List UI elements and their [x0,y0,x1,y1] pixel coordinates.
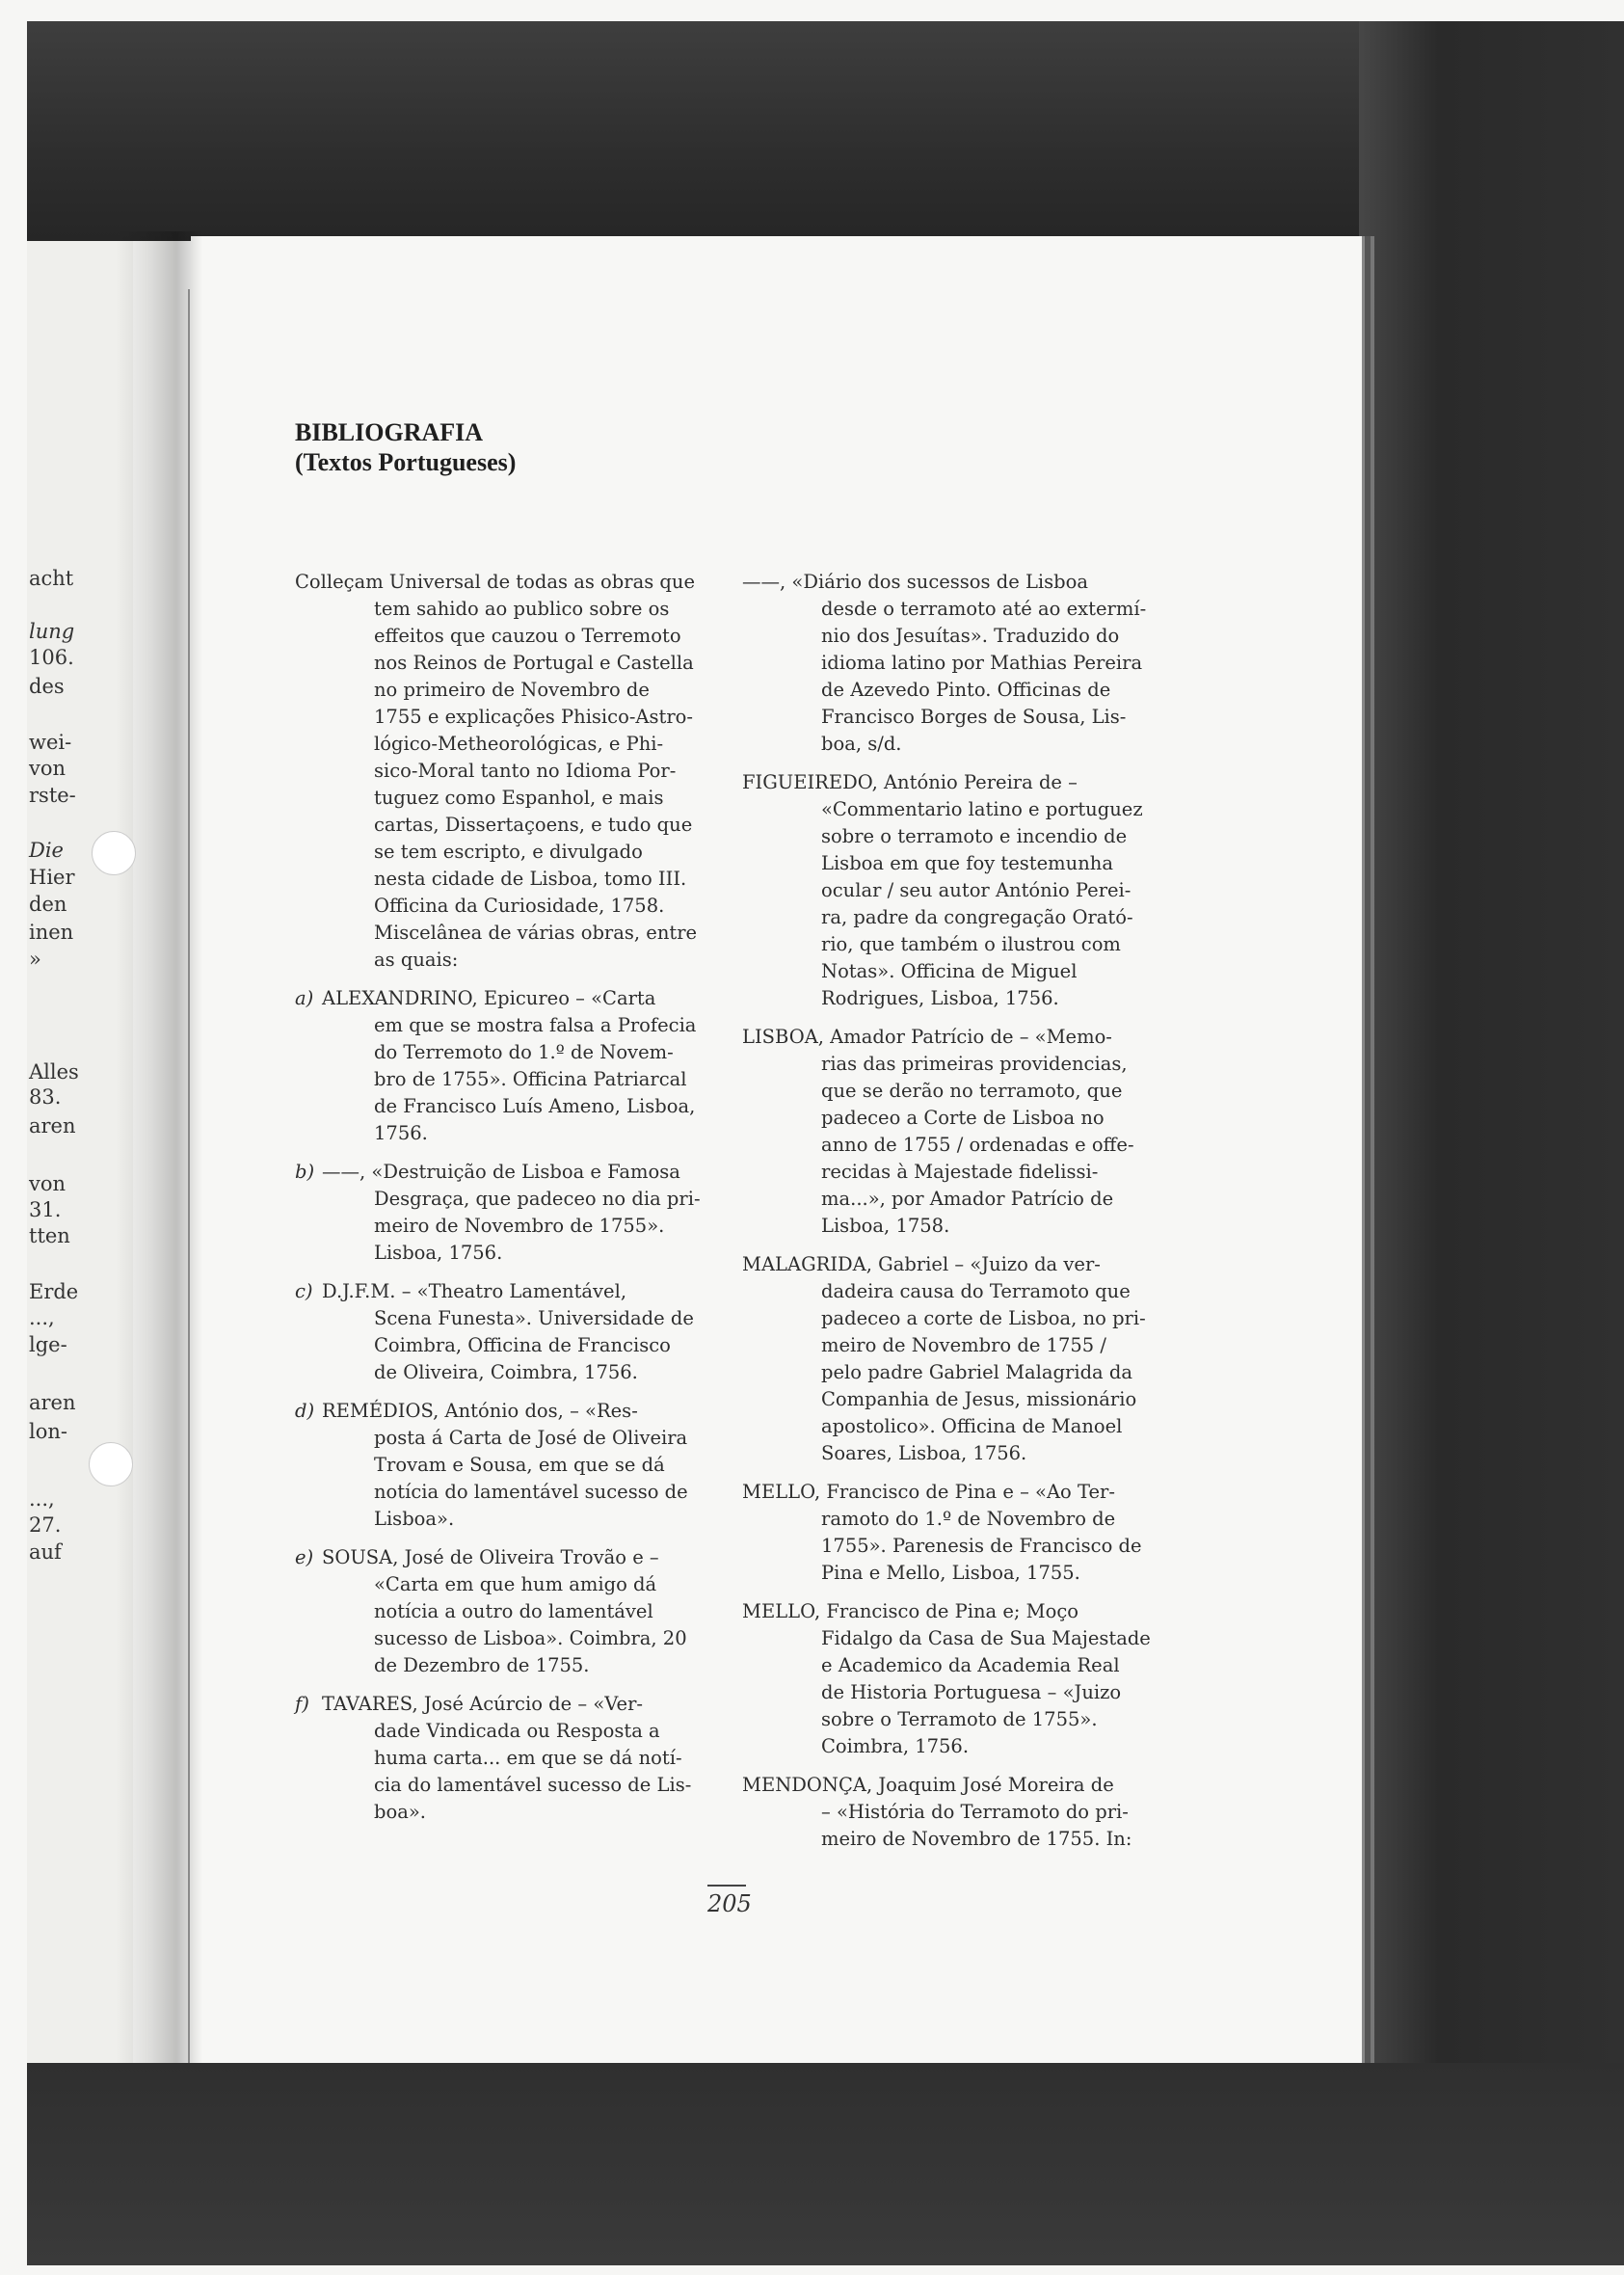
entry-line [742,1305,1153,1332]
bibliography-entry [742,1251,1153,1467]
entry-text: Miscelânea de várias obras, entre [374,922,698,944]
entry-line [742,1359,1153,1386]
entry-line [742,731,1153,758]
entry-text: lógico-Metheorológicas, e Phi- [374,733,664,755]
margin-fragment: den [29,893,67,916]
entry-line [295,985,702,1012]
entry-line [742,1078,1153,1105]
margin-fragment: lge- [29,1333,67,1356]
entry-text: effeitos que cauzou o Terremoto [374,625,681,647]
entry-text: D.J.F.M. – «Theatro Lamentável, [322,1280,627,1302]
margin-fragment: lung [29,620,75,643]
entry-text: em que se mostra falsa a Profecia [374,1014,697,1036]
entry-line [295,1745,702,1772]
entry-text: cartas, Dissertaçoens, e tudo que [374,814,693,836]
entry-text: bro de 1755». Officina Patriarcal [374,1068,687,1090]
binder-hole-upper [92,831,136,875]
entry-text: notícia a outro do lamentável [374,1600,653,1622]
bibliography-entry [295,1159,702,1267]
entry-line [742,1772,1153,1799]
entry-text: sico-Moral tanto no Idioma Por- [374,760,677,782]
entry-line [295,1066,702,1093]
entry-line [295,920,702,947]
entry-line [742,1506,1153,1533]
bibliography-entry [742,569,1153,758]
entry-line [742,877,1153,904]
entry-line [742,904,1153,931]
scan-border-bottom [27,2063,1624,2265]
entry-text: MELLO, Francisco de Pina e; Moço [742,1600,1079,1622]
entry-text: tuguez como Espanhol, e mais [374,787,664,809]
entry-line [742,931,1153,958]
entry-line [742,1625,1153,1652]
entry-line [295,1359,702,1386]
entry-text: 1756. [374,1122,428,1144]
margin-fragment: Erde [29,1280,79,1303]
entry-text: ma...», por Amador Patrício de [821,1188,1114,1210]
margin-fragment: lon- [29,1420,67,1443]
entry-text: dadeira causa do Terramoto que [821,1280,1131,1302]
entry-line [295,569,702,596]
entry-text: padeceo a Corte de Lisboa no [821,1107,1105,1129]
entry-line [295,866,702,893]
entry-text: Lisboa em que foy testemunha [821,852,1113,874]
entry-line [742,1159,1153,1186]
entry-text: MELLO, Francisco de Pina e – «Ao Ter- [742,1481,1115,1503]
entry-line [742,677,1153,704]
page-heading [295,417,516,477]
entry-line [742,704,1153,731]
entry-line [742,1186,1153,1213]
entry-text: Companhia de Jesus, missionário [821,1388,1137,1410]
bibliography-entry [295,985,702,1147]
entry-line [295,1240,702,1267]
entry-line [295,1652,702,1679]
margin-fragment: Die [29,839,64,862]
entry-line [742,1733,1153,1760]
entry-text: rias das primeiras providencias, [821,1053,1128,1075]
entry-line [295,1278,702,1305]
entry-line [295,1425,702,1452]
bibliography-entry [742,1024,1153,1240]
entry-text: dade Vindicada ou Resposta a [374,1720,660,1742]
entry-text: Soares, Lisboa, 1756. [821,1442,1027,1464]
entry-letter: a) [295,987,314,1009]
entry-line [742,958,1153,985]
entry-line [295,1571,702,1598]
entry-line [295,1799,702,1826]
margin-fragment: des [29,675,65,698]
entry-letter: b) [295,1161,315,1183]
entry-line [742,796,1153,823]
entry-text: huma carta... em que se dá notí- [374,1747,682,1769]
entry-text: Desgraça, que padeceo no dia pri- [374,1188,701,1210]
entry-line [742,1679,1153,1706]
entry-text: de Francisco Luís Ameno, Lisboa, [374,1095,696,1117]
entry-line [742,1386,1153,1413]
margin-fragment: acht [29,567,74,590]
binder-hole-lower [89,1442,133,1486]
margin-fragment: wei- [29,731,72,754]
entry-letter: c) [295,1280,313,1302]
margin-fragment: inen [29,921,74,944]
entry-text: Trovam e Sousa, em que se dá [374,1454,665,1476]
bibliography-entry [295,1691,702,1826]
entry-text: cia do lamentável sucesso de Lis- [374,1774,692,1796]
entry-line [742,1652,1153,1679]
entry-line [295,677,702,704]
heading-subtitle: (Textos Portugueses) [295,448,517,476]
entry-text: Lisboa». [374,1508,455,1530]
entry-line [742,985,1153,1012]
margin-fragment: rste- [29,784,76,807]
entry-line [295,758,702,785]
page-number: 205 [707,1885,746,1917]
margin-fragment: aren [29,1391,76,1414]
entry-text: rio, que também o ilustrou com [821,933,1121,955]
entry-text: Rodrigues, Lisboa, 1756. [821,987,1059,1009]
entry-text: Officina da Curiosidade, 1758. [374,895,665,917]
entry-line [742,1706,1153,1733]
entry-line [295,1718,702,1745]
margin-fragment: » [29,948,41,971]
entry-text: Coimbra, 1756. [821,1735,970,1757]
entry-text: nesta cidade de Lisboa, tomo III. [374,868,687,890]
entry-text: as quais: [374,949,459,971]
entry-line [295,1012,702,1039]
entry-line [742,1826,1153,1853]
entry-line [295,650,702,677]
entry-text: desde o terramoto até ao extermí- [821,598,1147,620]
entry-line [295,1039,702,1066]
entry-text: se tem escripto, e divulgado [374,841,643,863]
margin-fragment: 27. [29,1513,62,1537]
entry-text: notícia do lamentável sucesso de [374,1481,688,1503]
entry-text: recidas à Majestade fidelissi- [821,1161,1099,1183]
entry-text: ——, «Destruição de Lisboa e Famosa [322,1161,680,1183]
entry-text: boa, s/d. [821,733,902,755]
entry-text: nio dos Jesuítas». Traduzido do [821,625,1120,647]
entry-line [742,1132,1153,1159]
entry-text: sobre o Terramoto de 1755». [821,1708,1098,1730]
entry-text: REMÉDIOS, António dos, – «Res- [322,1400,638,1422]
entry-text: Lisboa, 1756. [374,1242,503,1264]
margin-fragment: Alles [29,1060,79,1084]
entry-line [742,1332,1153,1359]
entry-text: Lisboa, 1758. [821,1215,950,1237]
bibliography-entry [295,1278,702,1386]
margin-fragment: auf [29,1540,62,1564]
entry-text: ——, «Diário dos sucessos de Lisboa [742,571,1088,593]
entry-text: de Dezembro de 1755. [374,1654,590,1676]
entry-text: ra, padre da congregação Orató- [821,906,1133,928]
entry-line [742,769,1153,796]
entry-text: e Academico da Academia Real [821,1654,1120,1676]
entry-line [742,1413,1153,1440]
entry-text: no primeiro de Novembro de [374,679,650,701]
heading-title: BIBLIOGRAFIA [295,418,484,446]
entry-text: posta á Carta de José de Oliveira [374,1427,688,1449]
entry-line [295,1506,702,1533]
entry-line [742,650,1153,677]
entry-line [742,1598,1153,1625]
left-column [295,569,702,1837]
entry-text: tem sahido ao publico sobre os [374,598,670,620]
entry-text: idioma latino por Mathias Pereira [821,652,1143,674]
bibliography-entry [295,1544,702,1679]
entry-line [295,1598,702,1625]
bibliography-entry [295,569,702,974]
entry-text: FIGUEIREDO, António Pereira de – [742,771,1078,793]
entry-text: SOUSA, José de Oliveira Trovão e – [322,1546,659,1568]
entry-line [295,1120,702,1147]
entry-line [295,839,702,866]
margin-fragment: aren [29,1114,76,1138]
entry-text: padeceo a corte de Lisboa, no pri- [821,1307,1146,1329]
entry-line [295,1452,702,1479]
scan-border-right [1359,21,1624,2265]
entry-line [295,1398,702,1425]
entry-line [742,850,1153,877]
entry-line [742,1024,1153,1051]
entry-letter: d) [295,1400,315,1422]
entry-text: – «História do Terramoto do pri- [821,1801,1129,1823]
entry-text: MALAGRIDA, Gabriel – «Juizo da ver- [742,1253,1101,1275]
entry-line [295,1544,702,1571]
margin-fragment: ..., [29,1306,55,1329]
entry-text: Coimbra, Officina de Francisco [374,1334,671,1356]
entry-line [742,1560,1153,1587]
entry-text: boa». [374,1801,426,1823]
entry-text: «Commentario latino e portuguez [821,798,1143,820]
bibliography-entry [742,769,1153,1012]
margin-fragment: Hier [29,866,75,889]
entry-letter: e) [295,1546,314,1568]
entry-line [742,1533,1153,1560]
entry-text: Fidalgo da Casa de Sua Majestade [821,1627,1151,1649]
entry-line [295,785,702,812]
entry-text: MENDONÇA, Joaquim José Moreira de [742,1774,1114,1796]
entry-line [295,1625,702,1652]
entry-line [742,569,1153,596]
bibliography-entry [295,1398,702,1533]
entry-line [295,1479,702,1506]
entry-line [295,1691,702,1718]
entry-text: do Terremoto do 1.º de Novem- [374,1041,674,1063]
entry-line [295,1332,702,1359]
entry-line [742,1479,1153,1506]
bibliography-entry [742,1479,1153,1587]
entry-line [295,1772,702,1799]
margin-fragment: 83. [29,1085,62,1109]
entry-text: apostolico». Officina de Manoel [821,1415,1123,1437]
entry-text: «Carta em que hum amigo dá [374,1573,657,1595]
entry-text: meiro de Novembro de 1755 / [821,1334,1106,1356]
entry-line [742,1799,1153,1826]
entry-text: ocular / seu autor António Perei- [821,879,1131,901]
entry-text: anno de 1755 / ordenadas e offe- [821,1134,1134,1156]
entry-text: Notas». Officina de Miguel [821,960,1078,982]
entry-line [742,1251,1153,1278]
entry-text: sobre o terramoto e incendio de [821,825,1128,847]
bibliography-entry [742,1772,1153,1853]
margin-fragment: von [29,757,67,780]
margin-fragment: von [29,1172,67,1195]
margin-fragment: 106. [29,646,74,669]
entry-text: pelo padre Gabriel Malagrida da [821,1361,1132,1383]
margin-fragment: 31. [29,1198,62,1221]
bibliography-entry [742,1598,1153,1760]
entry-line [742,1213,1153,1240]
entry-line [295,947,702,974]
entry-line [742,1440,1153,1467]
entry-line [295,812,702,839]
entry-text: de Historia Portuguesa – «Juizo [821,1681,1122,1703]
entry-text: Pina e Mello, Lisboa, 1755. [821,1562,1080,1584]
entry-line [295,1305,702,1332]
entry-line [742,1278,1153,1305]
entry-line [295,623,702,650]
entry-text: 1755». Parenesis de Francisco de [821,1535,1142,1557]
entry-line [742,1051,1153,1078]
entry-text: ramoto do 1.º de Novembro de [821,1508,1116,1530]
entry-text: Scena Funesta». Universidade de [374,1307,694,1329]
entry-line [742,623,1153,650]
entry-text: que se derão no terramoto, que [821,1080,1123,1102]
margin-fragment: ..., [29,1487,55,1511]
entry-line [295,731,702,758]
entry-text: de Azevedo Pinto. Officinas de [821,679,1111,701]
entry-text: Francisco Borges de Sousa, Lis- [821,706,1127,728]
entry-text: Colleçam Universal de todas as obras que [295,571,695,593]
entry-line [295,1093,702,1120]
entry-text: meiro de Novembro de 1755. In: [821,1828,1132,1850]
entry-line [742,1105,1153,1132]
entry-line [295,893,702,920]
right-column [742,569,1153,1864]
entry-text: meiro de Novembro de 1755». [374,1215,665,1237]
entry-text: 1755 e explicações Phisico-Astro- [374,706,693,728]
entry-line [295,596,702,623]
entry-line [742,596,1153,623]
entry-line [295,704,702,731]
margin-fragment: tten [29,1224,70,1247]
entry-line [295,1159,702,1186]
entry-line [742,823,1153,850]
entry-text: de Oliveira, Coimbra, 1756. [374,1361,638,1383]
entry-text: ALEXANDRINO, Epicureo – «Carta [322,987,656,1009]
spine-line [188,289,190,2063]
entry-line [295,1213,702,1240]
entry-line [295,1186,702,1213]
entry-text: nos Reinos de Portugal e Castella [374,652,694,674]
entry-text: sucesso de Lisboa». Coimbra, 20 [374,1627,687,1649]
entry-letter: f) [295,1693,309,1715]
entry-text: TAVARES, José Acúrcio de – «Ver- [322,1693,643,1715]
entry-text: LISBOA, Amador Patrício de – «Memo- [742,1026,1112,1048]
